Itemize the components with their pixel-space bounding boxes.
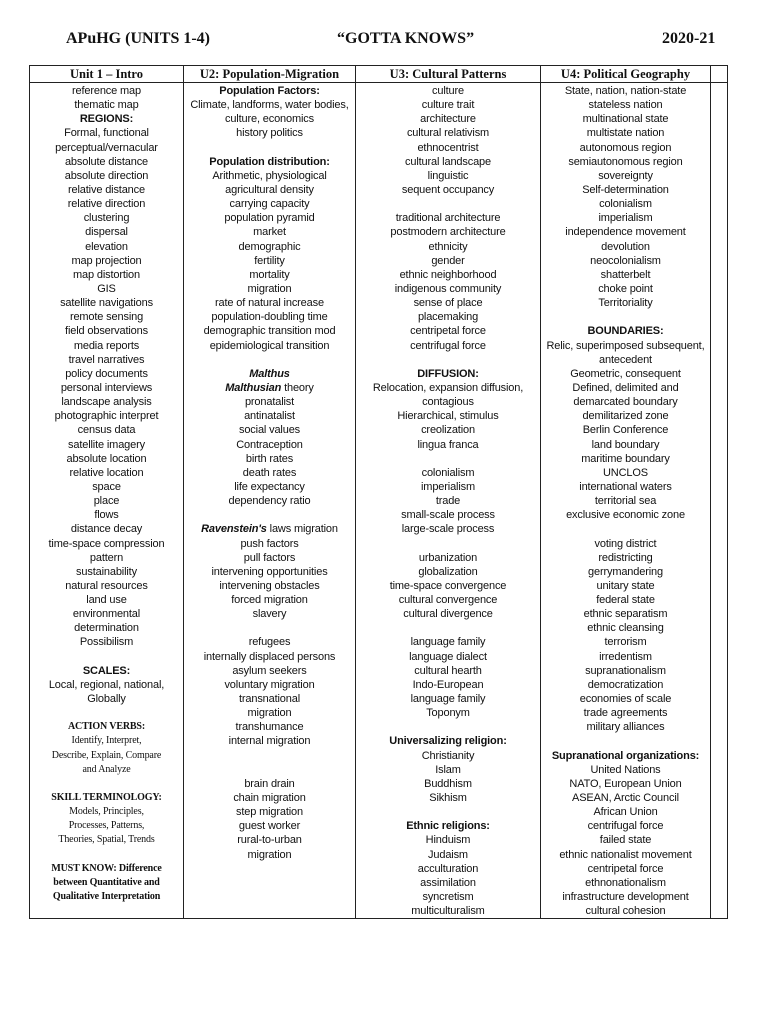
list-item: language family [410, 693, 486, 706]
list-item: census data [77, 424, 136, 437]
list-item: media reports [73, 339, 140, 352]
list-item: architecture [420, 113, 476, 126]
list-item: history politics [236, 127, 303, 140]
list-item: territorial sea [594, 495, 657, 508]
list-item: absolute location [66, 452, 147, 465]
list-item: perceptual/vernacular [55, 141, 158, 154]
list-item: place [93, 495, 120, 508]
list-item: contagious [422, 396, 474, 409]
list-item: unitary state [596, 579, 655, 592]
list-item: absolute direction [64, 169, 149, 182]
list-item: pull factors [243, 551, 296, 564]
column-header-unit-2: U2: Population-Migration [184, 66, 356, 83]
list-item: brain drain [244, 777, 295, 790]
list-item: traditional architecture [395, 212, 501, 225]
list-item: imperialism [598, 212, 653, 225]
list-item: mortality [249, 268, 290, 281]
list-item: culture trait [421, 99, 475, 112]
list-item: urbanization [418, 551, 478, 564]
list-item: MUST KNOW: Difference [51, 862, 162, 874]
list-item: ethnicity [428, 240, 468, 253]
list-item: migration [247, 707, 292, 720]
list-item: semiautonomous region [568, 155, 683, 168]
list-item: environmental [72, 608, 141, 621]
list-item: Supranational organizations: [551, 749, 700, 762]
list-item: maritime boundary [581, 452, 670, 465]
list-item: demarcated boundary [573, 396, 678, 409]
list-item: language dialect [409, 650, 487, 663]
list-item: Malthus [249, 367, 290, 380]
list-item: Climate, landforms, water bodies, [190, 99, 349, 112]
list-item: personal interviews [60, 381, 153, 394]
list-item: reference map [72, 85, 141, 97]
list-item: multistate nation [586, 127, 665, 140]
column-blank [711, 83, 728, 919]
list-item: birth rates [245, 452, 294, 465]
list-item: imperialism [421, 480, 475, 493]
list-item: Globally [87, 693, 126, 706]
list-item: market [253, 226, 286, 239]
list-item: migration [247, 848, 292, 861]
list-item: sovereignty [598, 169, 653, 182]
list-item: SCALES: [82, 664, 131, 677]
list-item: pattern [89, 551, 124, 564]
list-item: DIFFUSION: [417, 367, 479, 380]
list-item: Universalizing religion: [389, 735, 507, 748]
list-item: small-scale process [401, 509, 495, 522]
list-item: culture, economics [224, 113, 314, 126]
list-item: natural resources [65, 579, 148, 592]
list-item: SKILL TERMINOLOGY: [51, 792, 162, 804]
list-item: exclusive economic zone [566, 509, 685, 522]
document-title: APuHG (UNITS 1-4) [66, 30, 211, 47]
list-item: dependency ratio [228, 495, 311, 508]
list-item: creolization [421, 424, 475, 437]
list-item: Population Factors: [219, 85, 320, 97]
list-item: culture [432, 85, 464, 97]
list-item: cultural divergence [403, 608, 493, 621]
list-item: ethnic nationalist movement [559, 848, 692, 861]
list-item: international waters [579, 480, 672, 493]
list-item: United Nations [590, 763, 661, 776]
list-item: Population distribution: [209, 155, 330, 168]
list-item: infrastructure development [562, 891, 689, 904]
column-unit-1 [30, 83, 184, 919]
list-item: policy documents [65, 367, 148, 380]
list-item: Identify, Interpret, [71, 735, 142, 747]
list-item: sense of place [413, 297, 483, 310]
list-item: determination [74, 622, 139, 635]
list-item: trade [435, 495, 461, 508]
list-item: intervening opportunities [211, 565, 328, 578]
list-item: supranationalism [585, 664, 666, 677]
list-item: time-space compression [48, 537, 165, 550]
column-unit-2 [184, 83, 356, 919]
column-unit-3 [356, 83, 541, 919]
list-item: assimilation [420, 876, 476, 889]
list-item: irredentism [599, 650, 652, 663]
list-item: Possibilism [79, 636, 134, 649]
list-item: cultural hearth [414, 664, 482, 677]
list-item: colonialism [421, 466, 475, 479]
list-item: pronatalist [244, 396, 295, 409]
list-item: map distortion [73, 268, 140, 281]
list-item: Islam [435, 763, 461, 776]
list-item: population-doubling time [211, 311, 328, 324]
list-item: photographic interpret [54, 410, 159, 423]
list-item: autonomous region [579, 141, 672, 154]
list-item: UNCLOS [603, 466, 648, 479]
list-item: syncretism [422, 891, 474, 904]
list-item: Toponym [426, 707, 470, 720]
list-item-emphasis: Malthusian [225, 381, 282, 394]
list-item: centripetal force [587, 862, 664, 875]
list-item: antinatalist [244, 410, 295, 423]
list-item: NATO, European Union [569, 777, 682, 790]
list-item: thematic map [74, 99, 139, 112]
list-item: military alliances [586, 721, 665, 734]
document-heading: “GOTTA KNOWS” [337, 30, 475, 47]
list-item: Sikhism [429, 792, 467, 805]
list-item: cultural convergence [398, 594, 498, 607]
school-year: 2020-21 [662, 30, 716, 47]
list-item: forced migration [231, 594, 308, 607]
list-item: Arithmetic, physiological [212, 169, 327, 182]
list-item: relative location [69, 466, 144, 479]
column-header-unit-1: Unit 1 – Intro [30, 66, 184, 83]
list-item: democratization [587, 678, 664, 691]
list-item: guest worker [238, 820, 301, 833]
list-item: clustering [83, 212, 130, 225]
list-item: Christianity [421, 749, 475, 762]
list-item: space [92, 480, 121, 493]
list-item: relative direction [67, 198, 146, 211]
list-item: remote sensing [69, 311, 144, 324]
list-item: State, nation, nation-state [564, 85, 687, 97]
list-item: between Quantitative and [53, 876, 160, 888]
list-item: absolute distance [64, 155, 149, 168]
list-item: ethnic neighborhood [399, 268, 497, 281]
list-item: Formal, functional [64, 127, 149, 140]
list-item: slavery [252, 608, 287, 621]
list-item: Local, regional, national, [48, 678, 165, 691]
list-item: ethnonationalism [585, 876, 666, 889]
list-item: transhumance [235, 721, 304, 734]
list-item: Ravenstein's laws migration [201, 523, 338, 536]
list-item: ethnic separatism [583, 608, 668, 621]
vocabulary-table [29, 65, 728, 919]
list-item: Models, Principles, [69, 806, 144, 818]
list-item: placemaking [417, 311, 479, 324]
list-item: satellite navigations [60, 297, 153, 310]
list-item: satellite imagery [68, 438, 145, 451]
list-item: gerrymandering [588, 565, 663, 578]
list-item: fertility [254, 254, 285, 267]
list-item: Processes, Patterns, [68, 820, 145, 832]
list-item: Buddhism [424, 777, 472, 790]
list-item: REGIONS: [79, 113, 134, 126]
list-item: voluntary migration [224, 678, 315, 691]
list-item: Malthusian theory [225, 381, 314, 394]
list-item: landscape analysis [61, 396, 152, 409]
list-item: stateless nation [588, 99, 663, 112]
list-item: Describe, Explain, Compare [51, 749, 162, 761]
list-item: Geometric, consequent [570, 367, 681, 380]
list-item: ethnic cleansing [587, 622, 664, 635]
list-item: relative distance [68, 183, 145, 196]
list-item: transnational [238, 693, 301, 706]
list-item: ethnocentrist [417, 141, 479, 154]
list-item: migration [247, 282, 292, 295]
list-item: acculturation [417, 862, 479, 875]
list-item-emphasis: Ravenstein's [201, 523, 267, 536]
list-item: ASEAN, Arctic Council [572, 792, 679, 805]
column-header-unit-4: U4: Political Geography [541, 66, 711, 83]
list-item: indigenous community [394, 282, 502, 295]
list-item: African Union [593, 806, 658, 819]
list-item: Ethnic religions: [406, 820, 490, 833]
list-item: cultural cohesion [585, 905, 666, 918]
list-item: social values [238, 424, 301, 437]
list-item: gender [431, 254, 465, 267]
list-item: refugees [248, 636, 291, 649]
list-item: epidemiological transition [209, 339, 330, 352]
list-item: push factors [240, 537, 299, 550]
list-item: Qualitative Interpretation [52, 891, 161, 903]
table-body-row [30, 83, 728, 919]
list-item: intervening obstacles [219, 579, 320, 592]
list-item: Hierarchical, stimulus [397, 410, 499, 423]
list-item: step migration [236, 806, 303, 819]
list-item: land boundary [591, 438, 660, 451]
list-item: Relocation, expansion diffusion, [372, 381, 524, 394]
list-item: economies of scale [579, 693, 672, 706]
list-item: Judaism [428, 848, 468, 861]
list-item: field observations [65, 325, 148, 338]
list-item: rate of natural increase [215, 297, 324, 310]
list-item: shatterbelt [600, 268, 651, 281]
list-item: land use [86, 594, 127, 607]
list-item: postmodern architecture [390, 226, 506, 239]
list-item: Contraception [236, 438, 303, 451]
list-item: Hinduism [425, 834, 471, 847]
list-item: terrorism [604, 636, 647, 649]
list-item: neocolonialism [590, 254, 661, 267]
list-item: Indo-European [412, 678, 484, 691]
list-item: internally displaced persons [203, 650, 336, 663]
list-item: BOUNDARIES: [587, 325, 664, 338]
column-unit-4 [541, 83, 711, 919]
table-header-row [30, 66, 728, 83]
column-header-blank [711, 66, 728, 83]
list-item: multiculturalism [411, 905, 485, 918]
list-item: Defined, delimited and [572, 381, 679, 394]
list-item: death rates [242, 466, 297, 479]
list-item: travel narratives [68, 353, 145, 366]
list-item: Berlin Conference [582, 424, 669, 437]
list-item: redistricting [598, 551, 653, 564]
column-header-unit-3: U3: Cultural Patterns [356, 66, 541, 83]
list-item: lingua franca [417, 438, 479, 451]
list-item: Relic, superimposed subsequent, [546, 339, 705, 352]
list-item: map projection [71, 254, 142, 267]
list-item: multinational state [582, 113, 669, 126]
list-item: choke point [598, 282, 653, 295]
list-item: sequent occupancy [401, 183, 495, 196]
list-item: voting district [594, 537, 657, 550]
list-item: life expectancy [234, 480, 305, 493]
list-item: elevation [85, 240, 128, 253]
list-item: demilitarized zone [582, 410, 669, 423]
list-item: sustainability [76, 565, 137, 578]
list-item: and Analyze [82, 763, 131, 775]
list-item: demographic transition mod [203, 325, 336, 338]
list-item: failed state [599, 834, 652, 847]
list-item: distance decay [70, 523, 143, 536]
list-item: colonialism [599, 198, 652, 211]
list-item: asylum seekers [232, 664, 307, 677]
list-item: Territoriality [598, 297, 653, 310]
list-item: ACTION VERBS: [67, 721, 146, 733]
list-item: large-scale process [401, 523, 495, 536]
list-item: carrying capacity [229, 198, 310, 211]
list-item: globalization [418, 565, 478, 578]
list-item: language family [410, 636, 486, 649]
list-item: Self-determination [582, 183, 669, 196]
list-item: internal migration [228, 735, 311, 748]
list-item: cultural landscape [405, 155, 491, 168]
list-item: population pyramid [224, 212, 315, 225]
list-item: centrifugal force [410, 339, 486, 352]
list-item: centrifugal force [587, 820, 664, 833]
list-item: centripetal force [410, 325, 486, 338]
list-item: GIS [97, 282, 116, 295]
list-item: cultural relativism [406, 127, 490, 140]
list-item: rural-to-urban [237, 834, 302, 847]
list-item: chain migration [233, 792, 306, 805]
list-item: flows [94, 509, 119, 522]
list-item: trade agreements [583, 707, 668, 720]
list-item: devolution [601, 240, 650, 253]
list-item: time-space convergence [389, 579, 507, 592]
list-item: demographic [238, 240, 301, 253]
list-item: agricultural density [225, 183, 314, 196]
list-item: independence movement [565, 226, 686, 239]
list-item: antecedent [599, 353, 652, 366]
list-item: federal state [596, 594, 655, 607]
list-item: linguistic [427, 169, 469, 182]
list-item: dispersal [85, 226, 128, 239]
list-item: Theories, Spatial, Trends [58, 834, 155, 846]
